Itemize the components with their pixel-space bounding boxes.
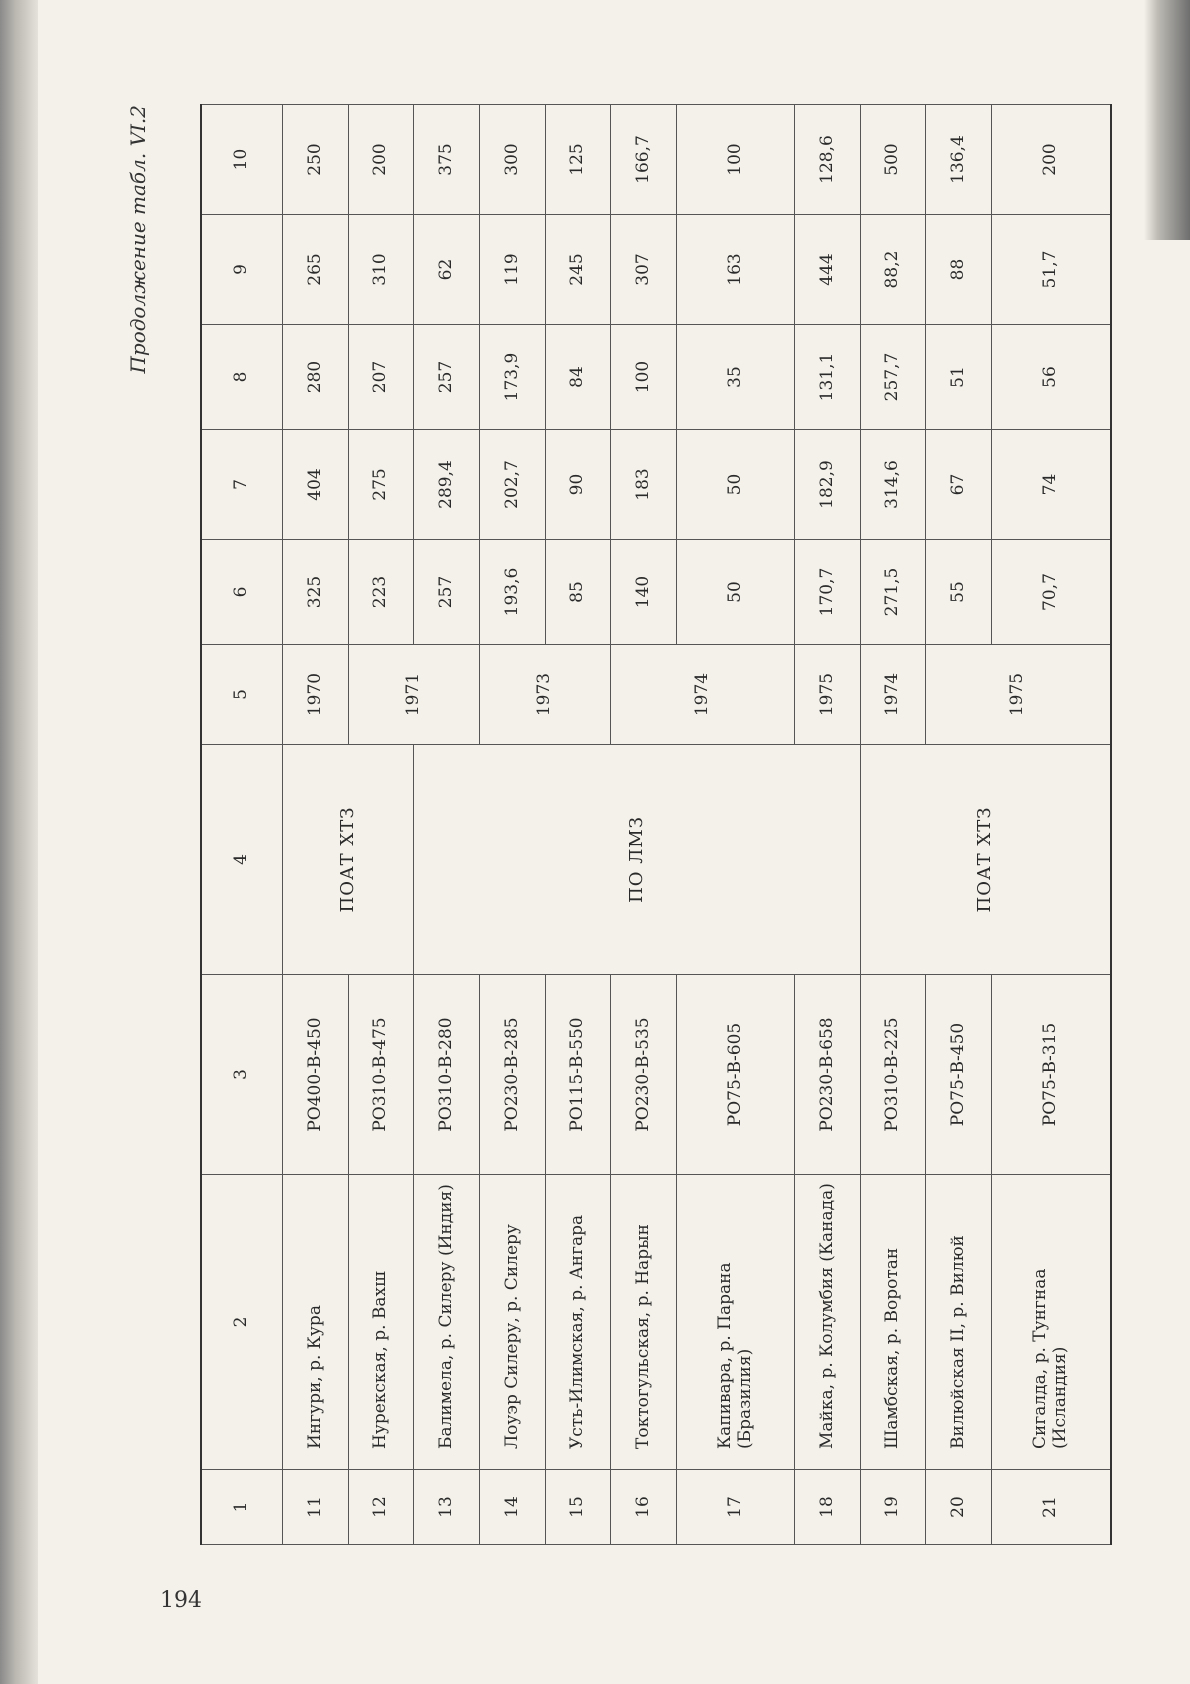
value-col8: 84 [545, 325, 611, 430]
year: 1973 [480, 645, 611, 745]
column-header: 2 [201, 1175, 283, 1470]
value-col7: 183 [611, 430, 677, 540]
value-col6: 170,7 [795, 540, 861, 645]
turbine-type: РО310-В-280 [414, 975, 480, 1175]
value-col6: 193,6 [480, 540, 546, 645]
row-number: 19 [860, 1470, 926, 1545]
value-col7: 182,9 [795, 430, 861, 540]
turbine-table [200, 104, 1112, 1545]
year: 1971 [348, 645, 479, 745]
station-name: Балимела, р. Силеру (Индия) [414, 1175, 480, 1470]
row-number: 12 [348, 1470, 414, 1545]
page-corner-shadow [1144, 0, 1190, 240]
year: 1970 [283, 645, 349, 745]
turbine-type: РО400-В-450 [283, 975, 349, 1175]
turbine-type: РО75-В-450 [926, 975, 992, 1175]
value-col9: 310 [348, 215, 414, 325]
turbine-type: РО310-В-475 [348, 975, 414, 1175]
value-col6: 85 [545, 540, 611, 645]
value-col8: 280 [283, 325, 349, 430]
station-name: Нурекская, р. Вахш [348, 1175, 414, 1470]
station-name: Майка, р. Колумбия (Канада) [795, 1175, 861, 1470]
value-col9: 62 [414, 215, 480, 325]
year: 1975 [795, 645, 861, 745]
value-col9: 88,2 [860, 215, 926, 325]
value-col9: 51,7 [992, 215, 1111, 325]
value-col6: 325 [283, 540, 349, 645]
value-col7: 90 [545, 430, 611, 540]
value-col8: 35 [677, 325, 795, 430]
row-number: 14 [480, 1470, 546, 1545]
value-col8: 51 [926, 325, 992, 430]
station-name: Шамбская, р. Воротан [860, 1175, 926, 1470]
value-col9: 119 [480, 215, 546, 325]
value-col8: 100 [611, 325, 677, 430]
station-name: Сигалда, р. Тунгнаа (Исландия) [992, 1175, 1111, 1470]
table-row [860, 105, 926, 1545]
row-number: 21 [992, 1470, 1111, 1545]
station-name: Токтогульская, р. Нарын [611, 1175, 677, 1470]
value-col10: 300 [480, 105, 546, 215]
station-name: Усть-Илимская, р. Ангара [545, 1175, 611, 1470]
value-col10: 136,4 [926, 105, 992, 215]
value-col9: 88 [926, 215, 992, 325]
turbine-type: РО230-В-535 [611, 975, 677, 1175]
value-col6: 55 [926, 540, 992, 645]
table-row [283, 105, 349, 1545]
value-col9: 265 [283, 215, 349, 325]
manufacturer: ПО ЛМЗ [414, 745, 860, 975]
value-col10: 200 [992, 105, 1111, 215]
station-name: Вилюйская II, р. Вилюй [926, 1175, 992, 1470]
year: 1975 [926, 645, 1111, 745]
value-col7: 67 [926, 430, 992, 540]
rotated-table-area [126, 105, 1112, 1545]
column-header: 10 [201, 105, 283, 215]
page-binding-shadow [0, 0, 38, 1684]
value-col7: 404 [283, 430, 349, 540]
value-col8: 56 [992, 325, 1111, 430]
row-number: 11 [283, 1470, 349, 1545]
table-row [414, 105, 480, 1545]
column-header: 3 [201, 975, 283, 1175]
row-number: 15 [545, 1470, 611, 1545]
year: 1974 [611, 645, 795, 745]
value-col6: 271,5 [860, 540, 926, 645]
value-col7: 289,4 [414, 430, 480, 540]
value-col7: 50 [677, 430, 795, 540]
station-name: Капивара, р. Парана (Бразилия) [677, 1175, 795, 1470]
column-header: 1 [201, 1470, 283, 1545]
column-header: 8 [201, 325, 283, 430]
manufacturer: ПОАТ ХТЗ [283, 745, 414, 975]
row-number: 18 [795, 1470, 861, 1545]
value-col10: 128,6 [795, 105, 861, 215]
row-number: 17 [677, 1470, 795, 1545]
turbine-type: РО75-В-605 [677, 975, 795, 1175]
value-col9: 444 [795, 215, 861, 325]
turbine-type: РО115-В-550 [545, 975, 611, 1175]
station-name: Лоуэр Силеру, р. Силеру [480, 1175, 546, 1470]
value-col6: 50 [677, 540, 795, 645]
row-number: 20 [926, 1470, 992, 1545]
row-number: 16 [611, 1470, 677, 1545]
station-name: Ингури, р. Кура [283, 1175, 349, 1470]
table-caption: Продолжение табл. VI.2 [126, 105, 150, 374]
value-col9: 307 [611, 215, 677, 325]
value-col8: 257 [414, 325, 480, 430]
turbine-type: РО310-В-225 [860, 975, 926, 1175]
value-col6: 223 [348, 540, 414, 645]
value-col7: 314,6 [860, 430, 926, 540]
rotated-table-frame [126, 105, 1112, 1545]
value-col8: 173,9 [480, 325, 546, 430]
header-row [201, 105, 283, 1545]
value-col6: 70,7 [992, 540, 1111, 645]
value-col10: 125 [545, 105, 611, 215]
column-header: 5 [201, 645, 283, 745]
value-col9: 163 [677, 215, 795, 325]
value-col6: 257 [414, 540, 480, 645]
column-header: 6 [201, 540, 283, 645]
turbine-type: РО230-В-285 [480, 975, 546, 1175]
column-header: 7 [201, 430, 283, 540]
page-number: 194 [160, 1588, 202, 1613]
value-col9: 245 [545, 215, 611, 325]
value-col10: 100 [677, 105, 795, 215]
turbine-type: РО230-В-658 [795, 975, 861, 1175]
value-col7: 202,7 [480, 430, 546, 540]
value-col8: 207 [348, 325, 414, 430]
value-col10: 375 [414, 105, 480, 215]
value-col8: 131,1 [795, 325, 861, 430]
column-header: 9 [201, 215, 283, 325]
year: 1974 [860, 645, 926, 745]
value-col7: 275 [348, 430, 414, 540]
manufacturer: ПОАТ ХТЗ [860, 745, 1111, 975]
value-col8: 257,7 [860, 325, 926, 430]
row-number: 13 [414, 1470, 480, 1545]
value-col6: 140 [611, 540, 677, 645]
column-header: 4 [201, 745, 283, 975]
value-col10: 500 [860, 105, 926, 215]
value-col7: 74 [992, 430, 1111, 540]
turbine-type: РО75-В-315 [992, 975, 1111, 1175]
value-col10: 200 [348, 105, 414, 215]
value-col10: 250 [283, 105, 349, 215]
value-col10: 166,7 [611, 105, 677, 215]
